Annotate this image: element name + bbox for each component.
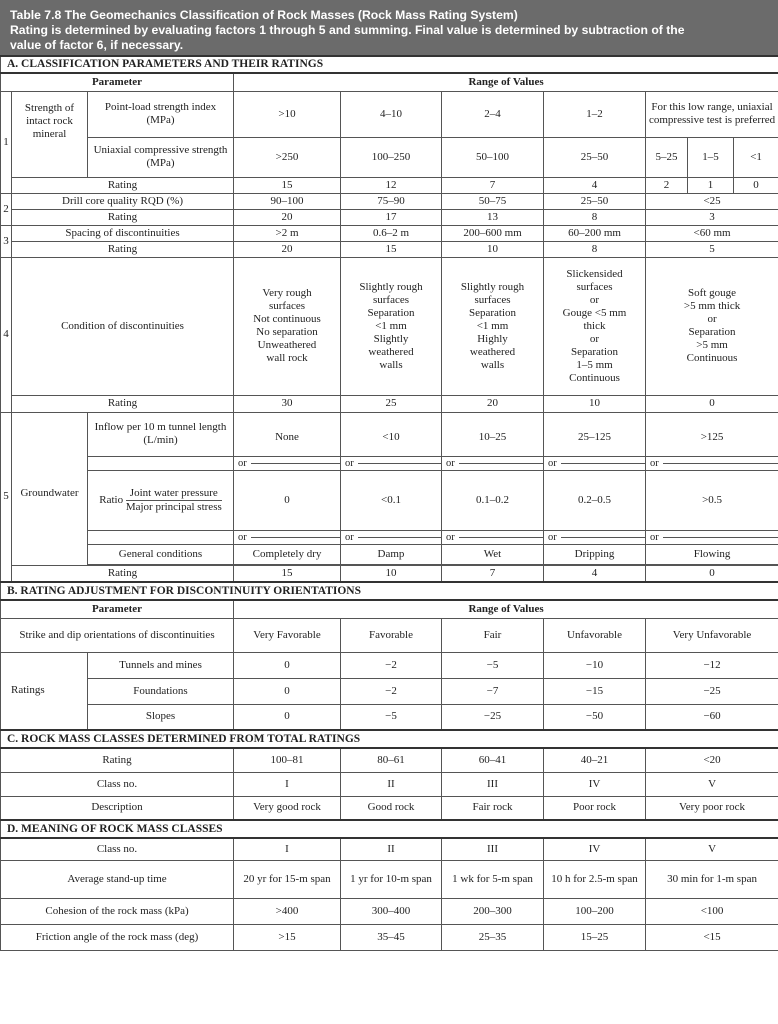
ratings-label: Ratings [1,652,88,730]
adjustment-value: −50 [544,704,646,730]
section-c-title: C. ROCK MASS CLASSES DETERMINED FROM TOTAL RATINGS [1,730,778,748]
or-separator [341,530,442,544]
adjustment-value: −2 [341,652,442,678]
or-label: or [238,531,247,543]
or-separator [442,530,544,544]
or-separator [234,530,341,544]
rating-cell: 0 [734,177,778,193]
adjustment-value: −15 [544,678,646,704]
rating-cell: 13 [442,209,544,225]
table-row [1,678,778,704]
section-d-title: D. MEANING OF ROCK MASS CLASSES [1,820,778,838]
class-label: Class no. [1,838,234,860]
cohesion-cell: >400 [234,898,341,924]
or-separator [234,456,341,470]
adjustment-value: 0 [234,678,341,704]
condition-description: Very rough surfaces Not continuous No separation Unweathered wall rock [234,257,341,395]
adjustment-type: Foundations [88,678,234,704]
or-label: or [345,457,354,469]
parameter-header: Parameter [1,600,234,618]
value-cell: >10 [234,91,341,137]
param-label: Spacing of discontinuities [12,225,234,241]
table-row [1,91,778,137]
adjustment-value: −7 [442,678,544,704]
value-cell: 0.2–0.5 [544,470,646,530]
param-label: Groundwater [12,412,88,565]
rating-cell: 20 [442,395,544,412]
orientation-cell: Very Favorable [234,618,341,652]
rating-label: Rating [12,565,234,582]
table-row [1,395,778,412]
rating-cell: 25 [341,395,442,412]
or-separator [544,530,646,544]
table-row [1,470,778,530]
description-cell: Good rock [341,796,442,820]
blank-cell [88,456,234,470]
rating-cell: 10 [544,395,646,412]
table-row [1,225,778,241]
param-label: Strength of intact rock mineral [12,91,88,177]
rating-cell: 15 [234,177,341,193]
table-row [1,456,778,470]
caption-line-2: Rating is determined by evaluating factors 1 through 5 and summing. Final value is determined by subtraction of the [10,23,685,37]
standup-cell: 1 wk for 5-m span [442,860,544,898]
value-cell: >250 [234,137,341,177]
standup-label: Average stand-up time [1,860,234,898]
description-cell: Fair rock [442,796,544,820]
or-label: or [238,457,247,469]
standup-cell: 30 min for 1-m span [646,860,778,898]
adjustment-value: 0 [234,652,341,678]
value-cell: 4–10 [341,91,442,137]
value-cell: Flowing [646,544,778,564]
value-cell: 25–50 [544,193,646,209]
low-range-note: For this low range, uniaxial compressive test is preferred [646,91,778,137]
param-number: 5 [1,412,12,582]
param-label: Condition of discontinuities [12,257,234,395]
value-cell: >2 m [234,225,341,241]
or-label: or [650,457,659,469]
table-row [1,772,778,796]
rating-cell: 4 [544,565,646,582]
description-label: Description [1,796,234,820]
range-header: Range of Values [234,600,778,618]
class-cell: IV [544,772,646,796]
param-number: 4 [1,257,12,412]
rmr-table [0,55,778,951]
adjustment-value: −5 [442,652,544,678]
rating-cell: 2 [646,177,688,193]
or-label: or [345,531,354,543]
table-row [1,748,778,772]
value-cell: <60 mm [646,225,778,241]
value-cell: 25–50 [544,137,646,177]
adjustment-value: −25 [646,678,778,704]
rating-range-cell: <20 [646,748,778,772]
value-cell: Damp [341,544,442,564]
or-label: or [548,457,557,469]
ratio-numerator: Joint water pressure [126,487,222,501]
adjustment-value: −60 [646,704,778,730]
rating-cell: 7 [442,177,544,193]
cohesion-cell: 100–200 [544,898,646,924]
table-row [1,618,778,652]
rating-cell: 17 [341,209,442,225]
sub-param-label: Point-load strength index (MPa) [88,91,234,137]
adjustment-value: −12 [646,652,778,678]
value-cell: 25–125 [544,412,646,456]
class-cell: V [646,772,778,796]
friction-cell: >15 [234,924,341,950]
value-cell: None [234,412,341,456]
orientation-cell: Very Unfavorable [646,618,778,652]
table-row [1,193,778,209]
param-number: 1 [1,91,12,193]
adjustment-value: 0 [234,704,341,730]
friction-label: Friction angle of the rock mass (deg) [1,924,234,950]
table-row [1,209,778,225]
adjustment-value: −2 [341,678,442,704]
friction-cell: 25–35 [442,924,544,950]
class-cell: I [234,838,341,860]
section-header [1,56,778,73]
value-cell: 75–90 [341,193,442,209]
rating-cell: 3 [646,209,778,225]
or-label: or [650,531,659,543]
value-cell: 0 [234,470,341,530]
param-label: Drill core quality RQD (%) [12,193,234,209]
orientation-cell: Favorable [341,618,442,652]
friction-cell: 15–25 [544,924,646,950]
value-cell: 200–600 mm [442,225,544,241]
section-header [1,730,778,748]
orientation-cell: Fair [442,618,544,652]
table-row [1,412,778,456]
sub-param-label: Inflow per 10 m tunnel length (L/min) [88,412,234,456]
rating-cell: 1 [688,177,734,193]
range-header: Range of Values [234,73,778,91]
table-row [1,924,778,950]
value-cell: Completely dry [234,544,341,564]
adjustment-value: −10 [544,652,646,678]
condition-description: Slightly rough surfaces Separation <1 mm Slightly weathered walls [341,257,442,395]
or-separator [544,456,646,470]
value-cell: 100–250 [341,137,442,177]
or-label: or [548,531,557,543]
table-row [1,241,778,257]
value-cell: Wet [442,544,544,564]
value-cell: <1 [734,137,778,177]
standup-cell: 1 yr for 10-m span [341,860,442,898]
class-cell: I [234,772,341,796]
class-cell: III [442,838,544,860]
adjustment-type: Tunnels and mines [88,652,234,678]
or-separator [646,530,778,544]
rating-cell: 15 [234,565,341,582]
param-number: 2 [1,193,12,225]
value-cell: 0.1–0.2 [442,470,544,530]
rating-cell: 15 [341,241,442,257]
strike-dip-label: Strike and dip orientations of discontinuities [1,618,234,652]
section-header [1,582,778,600]
class-label: Class no. [1,772,234,796]
sub-param-label: General conditions [88,544,234,564]
table-row [1,177,778,193]
section-b-title: B. RATING ADJUSTMENT FOR DISCONTINUITY ORIENTATIONS [1,582,778,600]
class-cell: IV [544,838,646,860]
rating-cell: 30 [234,395,341,412]
table-row [1,898,778,924]
condition-description: Soft gouge >5 mm thick or Separation >5 mm Continuous [646,257,778,395]
table-row [1,73,778,91]
table-row [1,137,778,177]
value-cell: 90–100 [234,193,341,209]
rating-range-cell: 60–41 [442,748,544,772]
adjustment-value: −5 [341,704,442,730]
rating-cell: 0 [646,565,778,582]
value-cell: 1–2 [544,91,646,137]
table-row [1,796,778,820]
cohesion-cell: 300–400 [341,898,442,924]
value-cell: <25 [646,193,778,209]
rating-cell: 10 [442,241,544,257]
condition-description: Slickensided surfaces or Gouge <5 mm thick or Separation 1–5 mm Continuous [544,257,646,395]
rating-cell: 0 [646,395,778,412]
value-cell: 2–4 [442,91,544,137]
rating-label: Rating [12,395,234,412]
description-cell: Very poor rock [646,796,778,820]
cohesion-cell: 200–300 [442,898,544,924]
value-cell: >0.5 [646,470,778,530]
friction-cell: <15 [646,924,778,950]
rating-label: Rating [12,241,234,257]
class-cell: II [341,838,442,860]
rating-cell: 20 [234,241,341,257]
value-cell: 5–25 [646,137,688,177]
value-cell: 50–75 [442,193,544,209]
value-cell: 0.6–2 m [341,225,442,241]
caption-line-1: Table 7.8 The Geomechanics Classification of Rock Masses (Rock Mass Rating System) [10,8,518,22]
value-cell: 60–200 mm [544,225,646,241]
adjustment-type: Slopes [88,704,234,730]
table-row [1,257,778,395]
class-cell: III [442,772,544,796]
rating-label: Rating [12,209,234,225]
value-cell: 50–100 [442,137,544,177]
orientation-cell: Unfavorable [544,618,646,652]
table-row [1,565,778,582]
section-header [1,820,778,838]
value-cell: <0.1 [341,470,442,530]
adjustment-value: −25 [442,704,544,730]
table-row [1,600,778,618]
value-cell: Dripping [544,544,646,564]
table-row [1,530,778,544]
rating-label: Rating [12,177,234,193]
value-cell: <10 [341,412,442,456]
blank-cell [88,530,234,544]
standup-cell: 20 yr for 15-m span [234,860,341,898]
friction-cell: 35–45 [341,924,442,950]
rating-cell: 20 [234,209,341,225]
standup-cell: 10 h for 2.5-m span [544,860,646,898]
rating-range-cell: 40–21 [544,748,646,772]
description-cell: Very good rock [234,796,341,820]
or-separator [341,456,442,470]
rating-cell: 8 [544,209,646,225]
ratio-word: Ratio [99,493,124,506]
or-separator [646,456,778,470]
cohesion-cell: <100 [646,898,778,924]
description-cell: Poor rock [544,796,646,820]
rating-label: Rating [1,748,234,772]
or-label: or [446,531,455,543]
parameter-header: Parameter [1,73,234,91]
value-cell: >125 [646,412,778,456]
caption-line-3: value of factor 6, if necessary. [10,38,184,52]
table-row [1,544,778,564]
ratio-denominator: Major principal stress [125,500,222,513]
rating-range-cell: 100–81 [234,748,341,772]
class-cell: V [646,838,778,860]
or-label: or [446,457,455,469]
section-a-title: A. CLASSIFICATION PARAMETERS AND THEIR RATINGS [1,56,778,73]
class-cell: II [341,772,442,796]
rating-cell: 8 [544,241,646,257]
table-row [1,652,778,678]
table-caption [0,0,778,55]
ratio-label [88,470,234,530]
table-row [1,704,778,730]
rating-cell: 4 [544,177,646,193]
condition-description: Slightly rough surfaces Separation <1 mm Highly weathered walls [442,257,544,395]
or-separator [442,456,544,470]
table-row [1,860,778,898]
cohesion-label: Cohesion of the rock mass (kPa) [1,898,234,924]
sub-param-label: Uniaxial compressive strength (MPa) [88,137,234,177]
rating-cell: 5 [646,241,778,257]
param-number: 3 [1,225,12,257]
rating-cell: 10 [341,565,442,582]
rating-cell: 12 [341,177,442,193]
rating-range-cell: 80–61 [341,748,442,772]
value-cell: 1–5 [688,137,734,177]
rating-cell: 7 [442,565,544,582]
value-cell: 10–25 [442,412,544,456]
table-row [1,838,778,860]
